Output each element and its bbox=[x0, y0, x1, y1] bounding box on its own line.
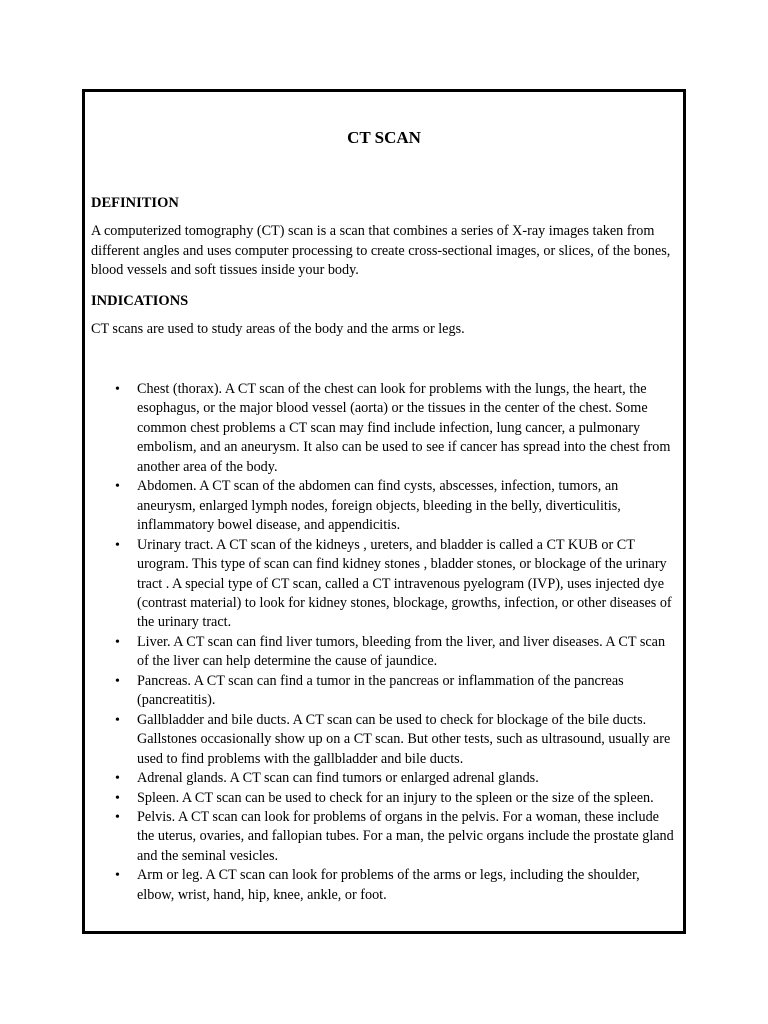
list-item-chest bbox=[85, 380, 683, 477]
list-item-urinary-tract bbox=[85, 536, 683, 633]
list-item-adrenal-glands bbox=[85, 769, 683, 788]
indications-list bbox=[85, 380, 683, 905]
bullet-icon: • bbox=[115, 771, 120, 787]
list-item-pancreas bbox=[85, 672, 683, 711]
document-frame bbox=[82, 89, 686, 934]
definition-paragraph: A computerized tomography (CT) scan is a scan that combines a series of X-ray images taken from different angles and uses computer processing to create cross-sectional images, or slices, of the bones, blood vessels and soft tissues inside your body. bbox=[91, 223, 671, 279]
bullet-icon: • bbox=[115, 382, 120, 397]
list-item-spleen bbox=[85, 789, 683, 808]
bullet-icon: • bbox=[115, 712, 120, 728]
list-item-text: Abdomen. A CT scan of the abdomen can find cysts, abscesses, infection, tumors, an aneurysm, enlarged lymph nodes, foreign objects, bleeding in the belly, diverticulitis, inflammatory bowel disease, and appendicitis. bbox=[137, 478, 621, 534]
bullet-icon: • bbox=[115, 634, 120, 650]
indications-intro: CT scans are used to study areas of the body and the arms or legs. bbox=[91, 321, 465, 337]
bullet-icon: • bbox=[115, 479, 120, 495]
definition-heading: DEFINITION bbox=[91, 195, 179, 211]
list-item-text: Urinary tract. A CT scan of the kidneys , ureters, and bladder is called a CT KUB or CT urogram. This type of scan can find kidney stones , bladder stones, or blockage of the urinary tract . A special type of CT scan, called a CT intravenous pyelogram (IVP), uses injected dye (contrast material) to look for kidney stones, blockage, growths, infection, or other diseases of the urinary tract. bbox=[137, 536, 672, 631]
document-title: CT SCAN bbox=[347, 128, 421, 147]
list-item-text: Spleen. A CT scan can be used to check for an injury to the spleen or the size of the spleen. bbox=[137, 789, 654, 806]
bullet-icon: • bbox=[115, 868, 120, 884]
list-item-text: Chest (thorax). A CT scan of the chest can look for problems with the lungs, the heart, the esophagus, or the major blood vessel (aorta) or the tissues in the center of the chest. Some common chest problems a CT scan may find include infection, lung cancer, a pulmonary embolism, and an aneurysm. It also can be used to see if cancer has spread into the chest from another area of the body. bbox=[137, 381, 671, 475]
bullet-icon: • bbox=[115, 790, 120, 806]
indications-heading: INDICATIONS bbox=[91, 293, 189, 309]
list-item-text: Gallbladder and bile ducts. A CT scan can be used to check for blockage of the bile ducts. Gallstones occasionally show up on a CT scan. But other tests, such as ultrasound, usually are used to find problems with the gallbladder and bile ducts. bbox=[137, 711, 671, 767]
list-item-pelvis bbox=[85, 808, 683, 866]
list-item-gallbladder bbox=[85, 711, 683, 769]
bullet-icon: • bbox=[115, 537, 120, 553]
list-item-arm-or-leg bbox=[85, 866, 683, 905]
list-item-text: Liver. A CT scan can find liver tumors, bleeding from the liver, and liver diseases. A CT scan of the liver can help determine the cause of jaundice. bbox=[137, 633, 666, 670]
list-item-liver bbox=[85, 633, 683, 672]
list-item-text: Pancreas. A CT scan can find a tumor in the pancreas or inflammation of the pancreas (pancreatitis). bbox=[137, 672, 624, 709]
bullet-icon: • bbox=[115, 673, 120, 689]
list-item-text: Adrenal glands. A CT scan can find tumors or enlarged adrenal glands. bbox=[137, 770, 539, 787]
bullet-icon: • bbox=[115, 809, 120, 825]
list-item-text: Arm or leg. A CT scan can look for problems of the arms or legs, including the shoulder, elbow, wrist, hand, hip, knee, ankle, or foot. bbox=[137, 867, 640, 903]
list-item-text: Pelvis. A CT scan can look for problems of organs in the pelvis. For a woman, these include the uterus, ovaries, and fallopian tubes. For a man, the pelvic organs include the prostate gland and the seminal vesicles. bbox=[137, 808, 674, 864]
list-item-abdomen bbox=[85, 477, 683, 535]
